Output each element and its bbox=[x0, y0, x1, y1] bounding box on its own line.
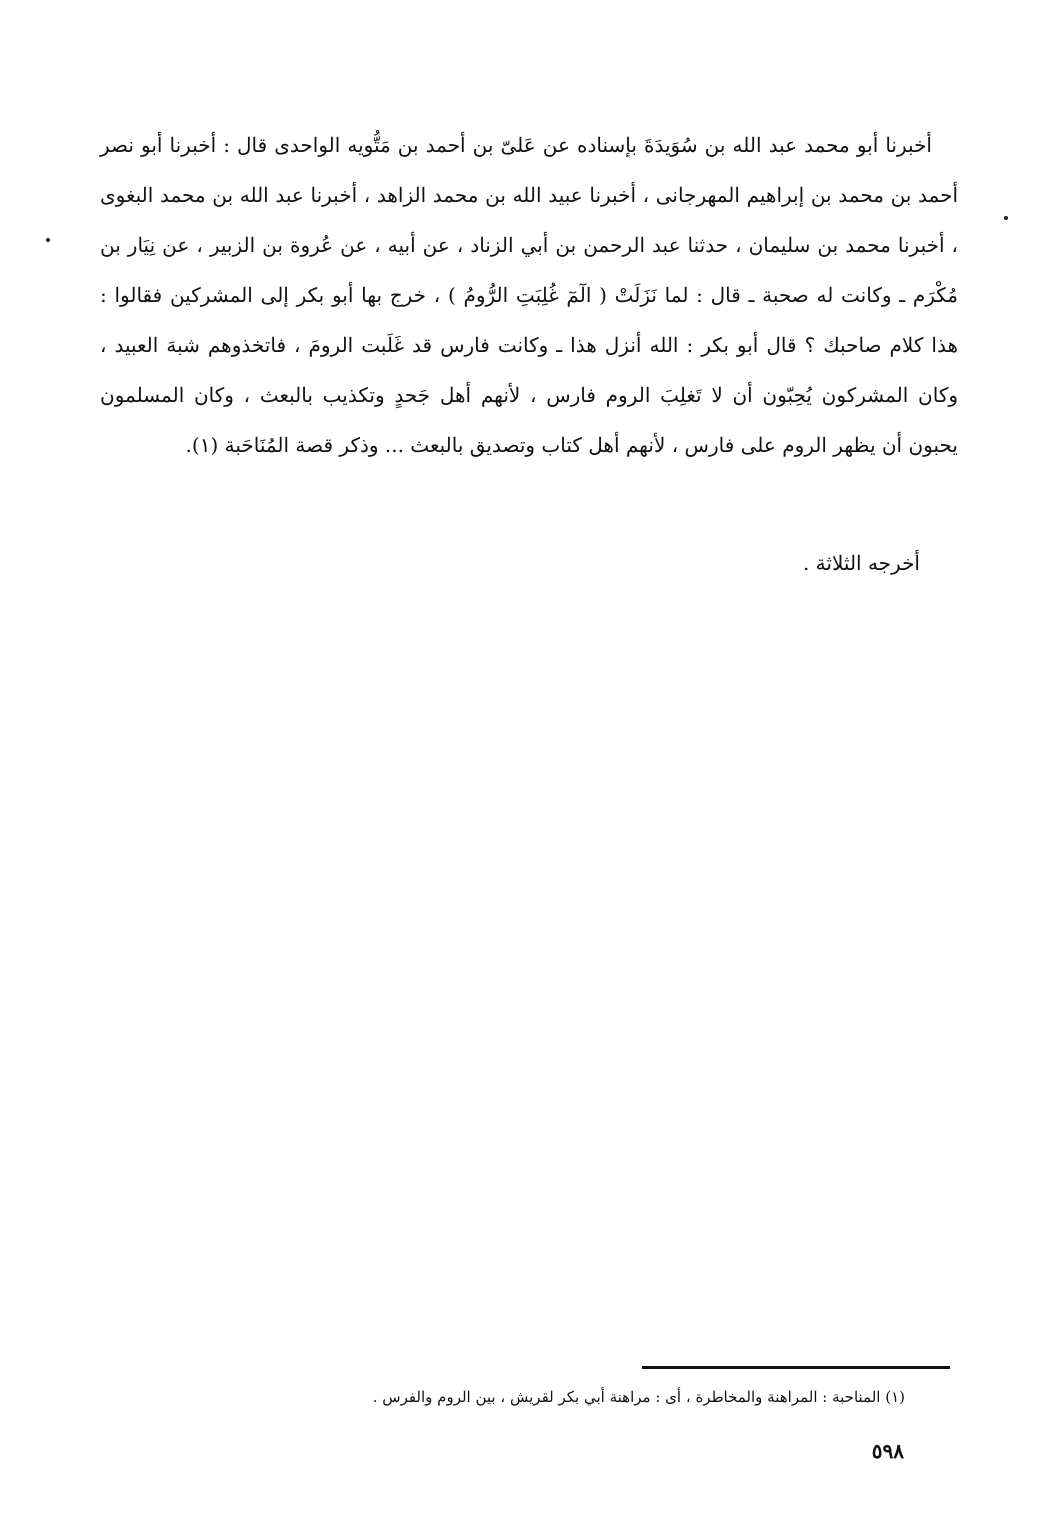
closing-line: أخرجه الثلاثة . bbox=[802, 551, 920, 575]
main-paragraph: أخبرنا أبو محمد عبد الله بن سُوَيدَةَ بإسناده عن عَلىّ بن أحمد بن مَتُّويه الواحدى قال : أخبرنا أبو نصر أحمد بن محمد بن إبراهيم المهرجانى ، أخبرنا عبيد الله بن محمد الزاهد ، أخبرنا عبد الله بن محمد البغوى ، أخبرنا محمد بن سليمان ، حدثنا عبد الرحمن بن أبي الزناد ، عن أبيه ، عن عُروة بن الزبير ، عن نِيَار بن مُكْرَم ـ وكانت له صحبة ـ قال : لما نَزَلَتْ ( الٓمٓ غُلِبَتِ الرُّومُ ) ، خرج بها أبو بكر إلى المشركين فقالوا : هذا كلام صاحبك ؟ قال أبو بكر : الله أنزل هذا ـ وكانت فارس قد غَلَبت الرومَ ، فاتخذوهم شبهَ العبيد ، وكان المشركون يُحِبّون أن لا تَغلِبَ الروم فارس ، لأنهم أهل جَحدٍ وتكذيب بالبعث ، وكان المسلمون يحبون أن يظهر الروم على فارس ، لأنهم أهل كتاب وتصديق بالبعث ... وذكر قصة المُنَاحَبة (١). bbox=[100, 133, 958, 457]
footnote: (١) المناحبة : المراهنة والمخاطرة ، أى : مراهنة أبي بكر لقريش ، بين الروم والفرس . bbox=[372, 1388, 905, 1406]
page-number: ٥٩٨ bbox=[871, 1439, 904, 1463]
margin-speck bbox=[1004, 216, 1008, 220]
margin-speck bbox=[46, 238, 50, 242]
main-text-block bbox=[100, 120, 958, 470]
footnote-separator bbox=[642, 1366, 950, 1369]
